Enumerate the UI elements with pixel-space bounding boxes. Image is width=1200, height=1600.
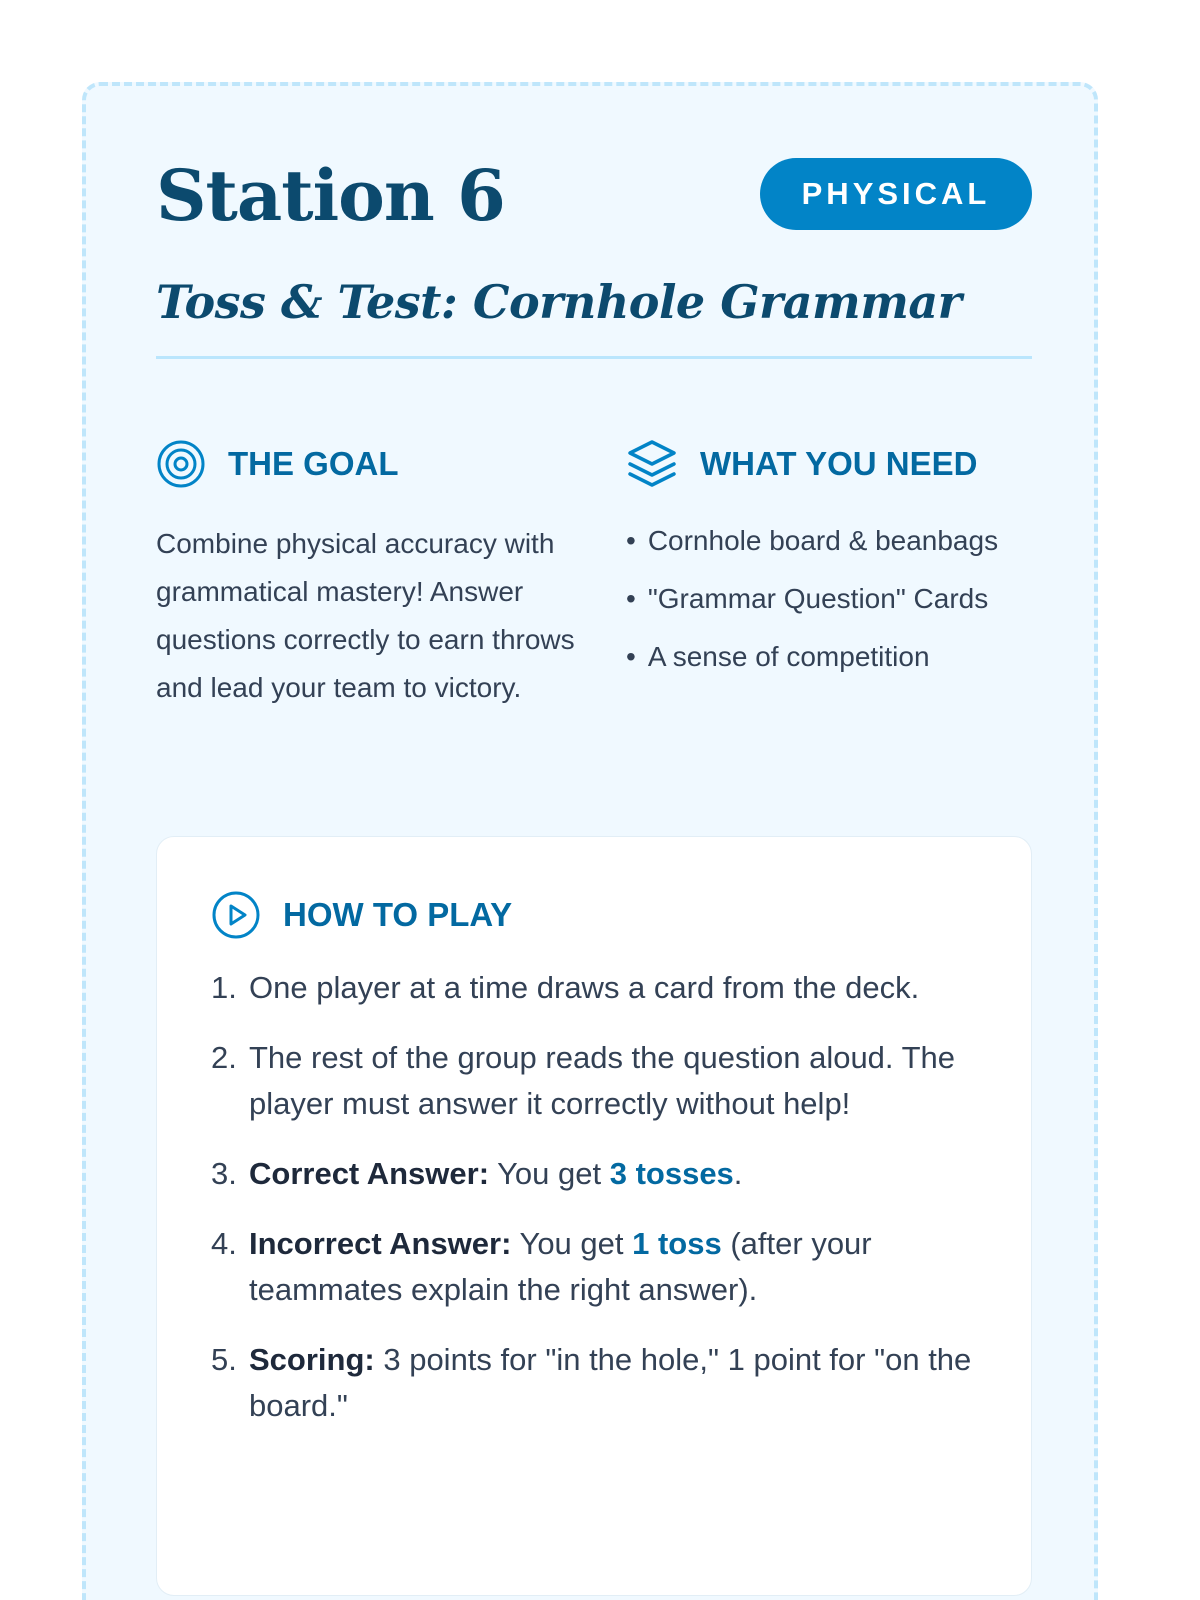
step-text — [249, 1221, 991, 1313]
step-text — [249, 1151, 991, 1197]
need-list — [626, 518, 1046, 680]
step-label: Correct Answer: — [249, 1156, 490, 1191]
goal-section — [156, 438, 576, 712]
how-to-play-label: HOW TO PLAY — [283, 896, 513, 933]
steps-list — [211, 965, 991, 1453]
step-item — [211, 1151, 991, 1197]
step-number: 5. — [211, 1342, 237, 1377]
station-card — [82, 82, 1098, 1600]
step-post: (after your teammates explain the right answer). — [249, 1226, 872, 1307]
step-number: 1. — [211, 970, 237, 1005]
need-section — [626, 438, 1046, 692]
step-post: . — [733, 1156, 743, 1191]
need-label: WHAT YOU NEED — [700, 445, 978, 482]
target-icon — [156, 439, 206, 489]
step-pre: 3 points for "in the hole," 1 point for "on the board." — [249, 1342, 972, 1423]
step-item — [211, 1337, 991, 1429]
step-text — [249, 1337, 991, 1429]
step-text: One player at a time draws a card from the deck. — [249, 970, 920, 1005]
play-circle-icon — [211, 890, 261, 940]
list-item: • A sense of competition — [626, 634, 1046, 680]
step-item — [211, 965, 991, 1011]
how-to-play-heading — [211, 889, 512, 941]
station-title: Station 6 — [156, 154, 505, 237]
step-text: The rest of the group reads the question aloud. The player must answer it correctly without help! — [249, 1040, 956, 1121]
list-item: • Cornhole board & beanbags — [626, 518, 1046, 564]
list-item: • "Grammar Question" Cards — [626, 576, 1046, 622]
station-subtitle: Toss & Test: Cornhole Grammar — [156, 275, 962, 329]
step-number: 2. — [211, 1040, 237, 1075]
step-item — [211, 1035, 991, 1127]
header-divider — [156, 356, 1032, 359]
need-heading — [626, 438, 1046, 490]
how-to-play-box — [156, 836, 1032, 1596]
layers-icon — [626, 438, 678, 490]
step-pre: You get — [489, 1156, 610, 1191]
step-label: Incorrect Answer: — [249, 1226, 512, 1261]
step-number: 4. — [211, 1226, 237, 1261]
category-badge: PHYSICAL — [760, 158, 1032, 230]
goal-label: THE GOAL — [228, 445, 399, 482]
step-pre: You get — [511, 1226, 633, 1261]
step-number: 3. — [211, 1156, 237, 1191]
step-label: Scoring: — [249, 1342, 375, 1377]
goal-text: Combine physical accuracy with grammatical mastery! Answer questions correctly to earn throws and lead your team to victory. — [156, 528, 575, 703]
step-highlight: 1 toss — [632, 1226, 722, 1261]
goal-heading — [156, 438, 576, 490]
step-highlight: 3 tosses — [609, 1156, 734, 1191]
station-header — [156, 146, 1032, 266]
step-item — [211, 1221, 991, 1313]
